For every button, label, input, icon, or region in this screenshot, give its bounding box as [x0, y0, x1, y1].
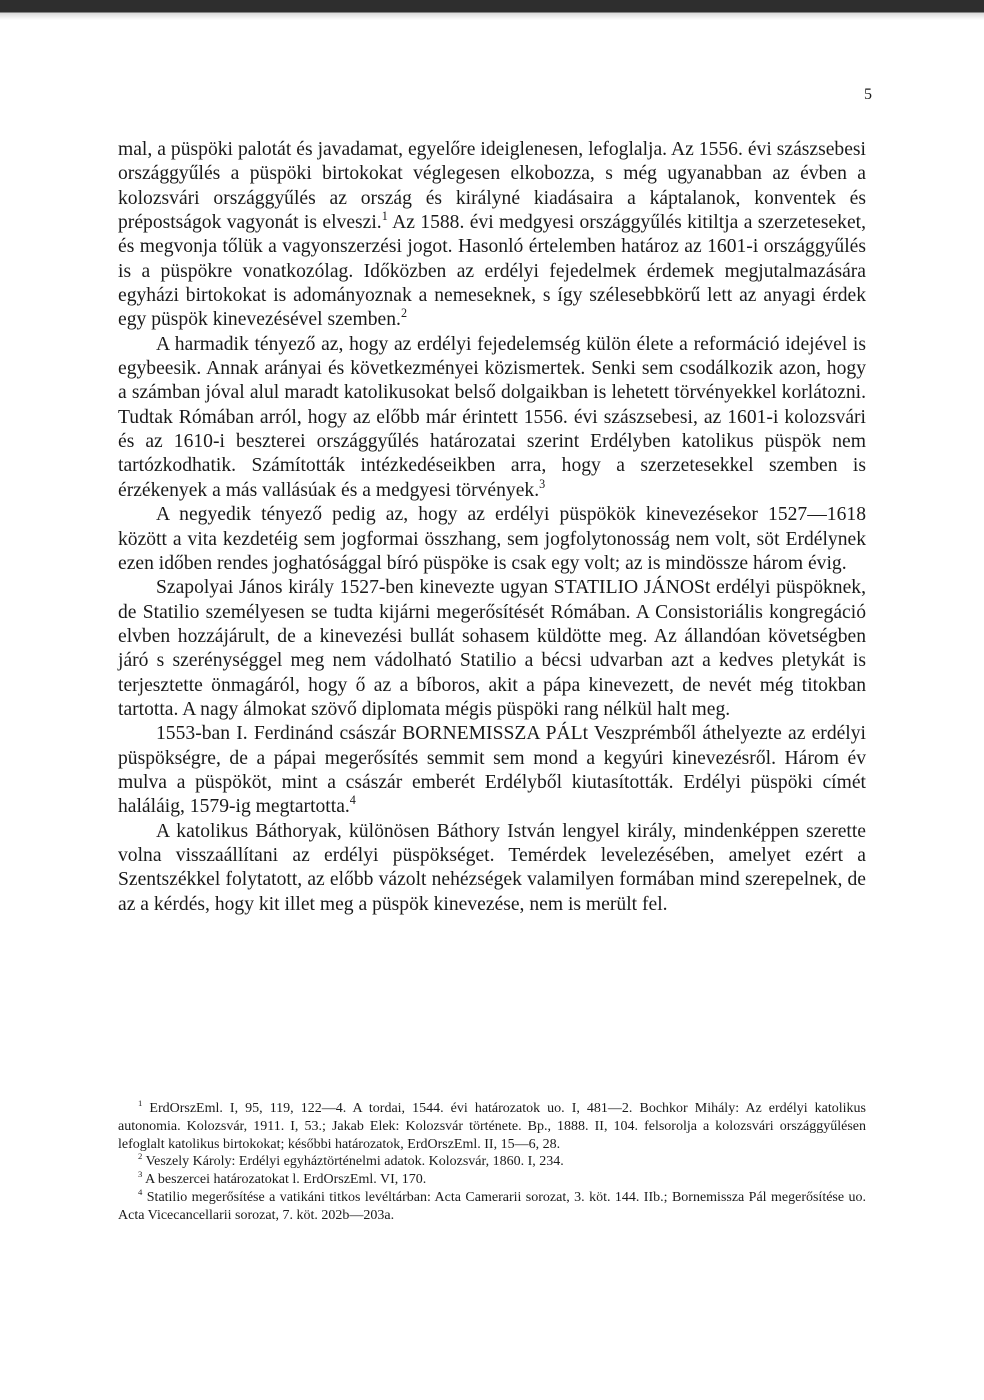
footnote-4 [118, 1186, 866, 1225]
footnote-mark-4: 4 [138, 1186, 143, 1197]
paragraph-4 [118, 576, 866, 722]
body-text [118, 138, 866, 917]
footnote-ref-4[interactable]: 4 [349, 793, 356, 808]
paragraph-1-text: mal, a püspöki palotát és javadamat, egyelőre ideiglenesen, lefoglalja. Az 1556. évi szászsebesi országgyűlés a püspöki birtokokat véglegesen elkobozza, s még ugyanabban az évben a kolozsvári országgyűlés az ország és királyné kiadásaira a káptalanok, konventek és prépostságok vagyonát is elveszi. [118, 139, 866, 234]
footnote-3 [118, 1171, 866, 1189]
footnote-4-text: Statilio megerősítése a vatikáni titkos levéltárban: Acta Camerarii sorozat, 3. köt. 144. IIb.; Bornemissza Pál megerősítése uo. Acta Vicecancellarii sorozat, 7. köt. 202b—203a. [118, 1189, 866, 1223]
paragraph-6 [118, 820, 866, 917]
paragraph-3-text: A negyedik tényező pedig az, hogy az erdélyi püspökök kinevezésekor 1527—1618 között a vita kezdetéig sem jogformai összhang, sem jogfolytonosság nem volt, söt Erdélynek ezen időben rendes joghatósággal bíró püspöke is csak egy volt; az is mindössze három évig. [118, 504, 866, 574]
footnote-ref-3[interactable]: 3 [539, 476, 546, 491]
footnote-mark-3: 3 [138, 1169, 143, 1180]
footnote-3-text: A beszercei határozatokat l. ErdOrszEml. VI, 170. [142, 1172, 427, 1188]
footnote-ref-1[interactable]: 1 [381, 208, 388, 223]
paragraph-4-text: Szapolyai János király 1527-ben kinevezte ugyan STATILIO JÁNOSt erdélyi püspöknek, de Statilio személyesen se tudta kijárni megerősítését Rómában. A Consistoriális kongregáció elvben hozzájárult, de a kinevezési bullát sohasem küldötte meg. Az állandóan követségben járó s szerénységgel meg nem vádolható Statilio a bécsi udvarban azt a kedves pletykát is terjesztette önmagáról, hogy ő az a bíboros, akit a pápa kinevezett, de nevét még titokban tartotta. A nagy álmokat szövő diplomata mégis püspöki rang nélkül halt meg. [118, 577, 866, 720]
footnote-1-text: ErdOrszEml. I, 95, 119, 122—4. A tordai, 1544. évi határozatok uo. I, 481—2. Bochkor Mihály: Az erdélyi katolikus autonomia. Kolozsvár, 1911. I, 53.; Jakab Elek: Kolozsvár története. Bp., 1888. II, 104. felsorolja a kolozsvári országgyűlésen lefoglalt katolikus birtokokat; későbbi határozatok, ErdOrszEml. II, 15—6, 28. [118, 1101, 866, 1152]
footnote-1 [118, 1097, 866, 1153]
footnote-mark-1: 1 [138, 1097, 143, 1108]
footnote-ref-2[interactable]: 2 [400, 306, 408, 321]
paragraph-6-text: A katolikus Báthoryak, különösen Báthory István lengyel király, mindenképpen szerette volna visszaállítani az erdélyi püspökséget. Temérdek levelezésében, amelyet ezért a Szentszékkel folytatott, az előbb vázolt nehézségek valamilyen formában mind szerepelnek, de az a kérdés, hogy kit illet meg a püspök kinevezése, nem is merült fel. [118, 820, 866, 915]
footnote-mark-2: 2 [138, 1151, 143, 1162]
paragraph-5-text: 1553-ban I. Ferdinánd császár BORNEMISSZA PÁLt Veszprémből áthelyezte az erdélyi püspökségre, de a pápai megerősítés semmit sem mond a kegyúri kinevezésről. Három év mulva a püspököt, mint a császár emberét Erdélyből kiutasították. Erdélyi püspöki címét haláláig, 1579-ig megtartotta. [118, 723, 866, 818]
paragraph-5 [118, 722, 866, 819]
footnote-2 [118, 1153, 866, 1171]
footnotes [118, 1097, 866, 1225]
paragraph-1 [118, 138, 866, 333]
footnote-2-text: Veszely Károly: Erdélyi egyháztörténelmi adatok. Kolozsvár, 1860. I, 234. [142, 1154, 564, 1170]
scan-top-border [0, 0, 984, 20]
paragraph-2 [118, 333, 866, 503]
paragraph-2-text: A harmadik tényező az, hogy az erdélyi fejedelemség külön élete a reformáció idejével is egybeesik. Annak arányai és következményei közismertek. Senki sem csodálkozik azon, hogy a számban jóval alul maradt katolikusokat belső dolgaikban is lehetett törvényekkel korlátozni. Tudtak Rómában arról, hogy az előbb már érintett 1556. évi szászsebesi, az 1601-i kolozsvári és az 1610-i beszterei országgyűlés határozatai szerint Erdélyben katolikus püspök nem tartózkodhatik. Számították intézkedéseikben arra, hogy a szerzetesekkel szemben is érzékenyek a más vallásúak és a medgyesi törvények. [118, 333, 866, 501]
paragraph-1-tail: Az 1588. évi medgyesi országgyűlés kitiltja a szerzeteseket, és megvonja tőlük a vagyonszerzési jogot. Hasonló értelemben határoz az 1601-i országgyűlés is a püspökre vonatkozólag. Időközben az erdélyi fejedelmek érdemek megjutalmazására egyházi birtokokat is adományoznak a nemeseknek, s így szélesebbkörű lett az anyagi érdek egy püspök kinevezésével szemben. [118, 212, 867, 331]
paragraph-3 [118, 503, 866, 576]
page-number: 5 [864, 86, 872, 103]
